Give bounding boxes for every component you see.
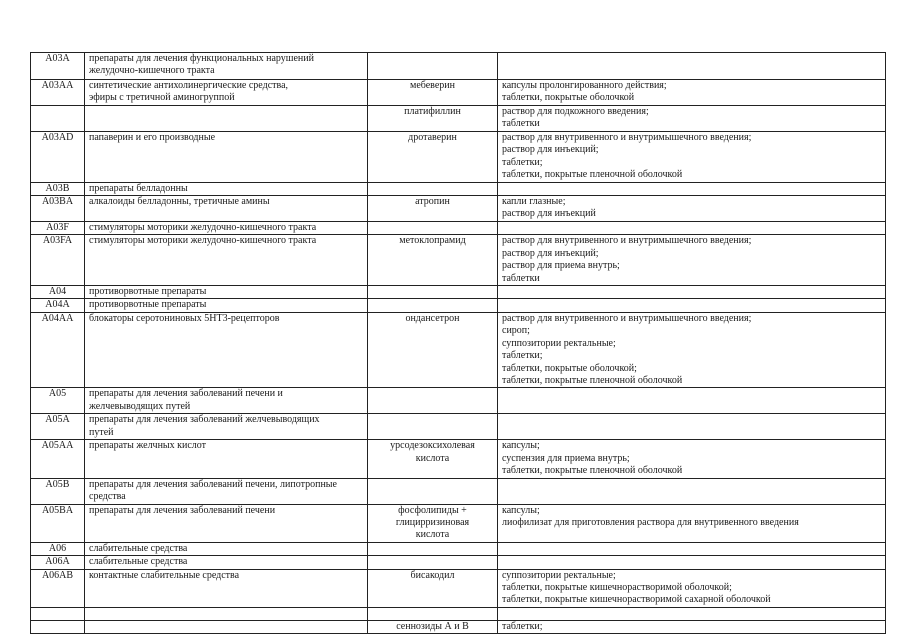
dosage-form-cell (498, 414, 886, 440)
drug-list-body (31, 53, 886, 634)
dosage-form-line: капсулы; (502, 440, 540, 452)
table-row (31, 607, 886, 620)
dosage-form-line: таблетки; (502, 156, 543, 168)
group-name-cell (85, 182, 368, 195)
dosage-form-cell (498, 478, 886, 504)
group-name-line: синтетические антихолинергические средства, (89, 80, 289, 91)
drug-name-cell (368, 312, 498, 387)
group-name-line: желудочно-кишечного тракта (89, 65, 215, 77)
drug-name-line: дротаверин (408, 132, 457, 143)
drug-name-cell (368, 132, 498, 183)
table-row (31, 312, 886, 387)
table-row (31, 132, 886, 183)
group-name-cell (85, 556, 368, 569)
dosage-form-cell (498, 80, 886, 106)
dosage-form-cell (498, 569, 886, 607)
group-name-cell (85, 542, 368, 555)
dosage-form-line: таблетки, покрытые пленочной оболочкой (502, 465, 683, 477)
group-name-cell (85, 286, 368, 299)
group-name-line: препараты для лечения заболеваний печени (89, 504, 276, 516)
atc-code-cell: A06A (31, 556, 85, 569)
atc-code-cell: A05BA (31, 504, 85, 542)
dosage-form-cell (498, 607, 886, 620)
dosage-form-cell (498, 312, 886, 387)
drug-name-line: метоклопрамид (399, 235, 466, 247)
dosage-form-cell (498, 620, 886, 633)
dosage-form-line: таблетки (502, 118, 540, 130)
dosage-form-line: таблетки, покрытые пленочной оболочкой (502, 374, 683, 386)
dosage-form-line: раствор для внутривенного и внутримышечного введения; (502, 312, 752, 324)
drug-name-cell (368, 607, 498, 620)
dosage-form-line: раствор для инъекций (502, 208, 596, 220)
dosage-form-line: раствор для внутривенного и внутримышечного введения; (502, 132, 752, 143)
group-name-cell (85, 132, 368, 183)
drug-name-line: сеннозиды А и В (396, 620, 469, 632)
drug-name-line: платифиллин (404, 106, 461, 117)
dosage-form-cell (498, 222, 886, 235)
table-row (31, 620, 886, 633)
dosage-form-cell (498, 235, 886, 286)
group-name-cell (85, 312, 368, 387)
drug-name-cell (368, 620, 498, 633)
atc-code-cell: A05A (31, 414, 85, 440)
table-row (31, 504, 886, 542)
atc-code-cell: A03B (31, 182, 85, 195)
table-row (31, 106, 886, 132)
atc-code-cell: A05AA (31, 440, 85, 478)
dosage-form-line: капли глазные; (502, 196, 566, 208)
document-page (30, 52, 885, 634)
group-name-line: алкалоиды белладонны, третичные амины (89, 196, 270, 208)
drug-name-cell (368, 106, 498, 132)
group-name-line: препараты белладонны (89, 182, 188, 194)
atc-code-cell (31, 607, 85, 620)
dosage-form-line: капсулы пролонгированного действия; (502, 80, 667, 91)
group-name-line: препараты для лечения заболеваний печени, липотропные (89, 478, 337, 490)
dosage-form-cell (498, 388, 886, 414)
group-name-cell (85, 414, 368, 440)
drug-name-line: кислота (415, 452, 450, 464)
drug-name-line: кислота (415, 529, 450, 541)
dosage-form-line: таблетки, покрытые оболочкой; (502, 362, 637, 374)
group-name-line: противорвотные препараты (89, 286, 207, 298)
group-name-line: слабительные средства (89, 556, 188, 568)
dosage-form-line: суспензия для приема внутрь; (502, 452, 630, 464)
atc-code-cell: A03A (31, 53, 85, 80)
dosage-form-cell (498, 299, 886, 312)
table-row (31, 478, 886, 504)
dosage-form-line: таблетки, покрытые кишечнорастворимой оболочкой; (502, 581, 732, 593)
drug-name-line: атропин (415, 196, 450, 208)
group-name-cell (85, 53, 368, 80)
group-name-line: папаверин и его производные (89, 132, 216, 143)
group-name-line: препараты для лечения функциональных нарушений (89, 53, 314, 64)
dosage-form-cell (498, 106, 886, 132)
group-name-line: препараты для лечения заболеваний печени и (89, 388, 283, 400)
group-name-line: средства (89, 490, 126, 502)
atc-code-cell: A03AD (31, 132, 85, 183)
group-name-cell (85, 478, 368, 504)
dosage-form-line: таблетки, покрытые оболочкой (502, 92, 635, 104)
atc-code-cell: A05B (31, 478, 85, 504)
dosage-form-cell (498, 196, 886, 222)
group-name-cell (85, 222, 368, 235)
group-name-cell (85, 80, 368, 106)
group-name-line: блокаторы серотониновых 5HT3-рецепторов (89, 312, 280, 324)
drug-name-cell (368, 569, 498, 607)
group-name-line: желчевыводящих путей (89, 400, 191, 412)
drug-name-cell (368, 478, 498, 504)
group-name-cell (85, 620, 368, 633)
dosage-form-line: сироп; (502, 325, 530, 337)
dosage-form-line: таблетки, покрытые кишечнорастворимой сахарной оболочкой (502, 594, 771, 606)
drug-name-cell (368, 222, 498, 235)
atc-code-cell: A04 (31, 286, 85, 299)
atc-code-cell: A04A (31, 299, 85, 312)
atc-code-cell (31, 106, 85, 132)
drug-name-line: ондансетрон (405, 312, 460, 324)
dosage-form-line: раствор для приема внутрь; (502, 260, 620, 272)
dosage-form-line: таблетки, покрытые пленочной оболочкой (502, 169, 683, 181)
dosage-form-cell (498, 286, 886, 299)
dosage-form-cell (498, 556, 886, 569)
dosage-form-line: таблетки; (502, 350, 543, 362)
drug-name-line: глицирризиновая (395, 516, 470, 528)
atc-code-cell: A04AA (31, 312, 85, 387)
group-name-cell (85, 299, 368, 312)
group-name-line: путей (89, 426, 114, 438)
atc-code-cell: A03AA (31, 80, 85, 106)
group-name-line: стимуляторы моторики желудочно-кишечного тракта (89, 222, 317, 234)
drug-name-cell (368, 440, 498, 478)
group-name-cell (85, 235, 368, 286)
dosage-form-line: раствор для инъекций; (502, 247, 599, 259)
dosage-form-cell (498, 53, 886, 80)
drug-name-cell (368, 542, 498, 555)
drug-name-cell (368, 286, 498, 299)
group-name-line: препараты желчных кислот (89, 440, 207, 452)
table-row (31, 196, 886, 222)
dosage-form-cell (498, 440, 886, 478)
group-name-line: препараты для лечения заболеваний желчевыводящих (89, 414, 320, 426)
dosage-form-cell (498, 182, 886, 195)
drug-name-line: фосфолипиды + (398, 504, 467, 516)
drug-name-cell (368, 504, 498, 542)
dosage-form-cell (498, 542, 886, 555)
dosage-form-line: суппозитории ректальные; (502, 337, 616, 349)
group-name-line: противорвотные препараты (89, 299, 207, 311)
drug-name-cell (368, 235, 498, 286)
dosage-form-cell (498, 504, 886, 542)
table-row (31, 569, 886, 607)
table-row (31, 440, 886, 478)
drug-name-cell (368, 53, 498, 80)
group-name-line: контактные слабительные средства (89, 569, 240, 581)
table-row (31, 235, 886, 286)
dosage-form-cell (498, 132, 886, 183)
drug-name-cell (368, 388, 498, 414)
table-row (31, 299, 886, 312)
table-row (31, 556, 886, 569)
drug-name-cell (368, 414, 498, 440)
drug-name-cell (368, 196, 498, 222)
group-name-line: эфиры с третичной аминогруппой (89, 92, 235, 104)
group-name-cell (85, 607, 368, 620)
table-row (31, 388, 886, 414)
dosage-form-line: раствор для инъекций; (502, 144, 599, 156)
table-row (31, 182, 886, 195)
atc-code-cell (31, 620, 85, 633)
group-name-cell (85, 106, 368, 132)
drug-name-cell (368, 556, 498, 569)
table-row (31, 53, 886, 80)
group-name-cell (85, 388, 368, 414)
table-row (31, 222, 886, 235)
atc-code-cell: A06AB (31, 569, 85, 607)
dosage-form-line: суппозитории ректальные; (502, 569, 616, 581)
table-row (31, 286, 886, 299)
dosage-form-line: раствор для внутривенного и внутримышечного введения; (502, 235, 752, 247)
drug-name-line: мебеверин (410, 80, 455, 91)
drug-list-table (30, 52, 886, 634)
table-row (31, 542, 886, 555)
drug-name-cell (368, 80, 498, 106)
atc-code-cell: A05 (31, 388, 85, 414)
group-name-line: стимуляторы моторики желудочно-кишечного тракта (89, 235, 317, 247)
dosage-form-line: капсулы; (502, 504, 540, 516)
group-name-cell (85, 196, 368, 222)
dosage-form-line: раствор для подкожного введения; (502, 106, 649, 117)
atc-code-cell: A06 (31, 542, 85, 555)
group-name-cell (85, 569, 368, 607)
group-name-cell (85, 504, 368, 542)
atc-code-cell: A03FA (31, 235, 85, 286)
dosage-form-line: таблетки; (502, 620, 543, 632)
drug-name-line: урсодезоксихолевая (390, 440, 475, 452)
drug-name-cell (368, 182, 498, 195)
group-name-line: слабительные средства (89, 542, 188, 554)
table-row (31, 414, 886, 440)
atc-code-cell: A03BA (31, 196, 85, 222)
atc-code-cell: A03F (31, 222, 85, 235)
dosage-form-line: таблетки (502, 272, 540, 284)
table-row (31, 80, 886, 106)
drug-name-cell (368, 299, 498, 312)
dosage-form-line: лиофилизат для приготовления раствора для внутривенного введения (502, 516, 799, 528)
drug-name-line: бисакодил (410, 569, 455, 581)
group-name-cell (85, 440, 368, 478)
